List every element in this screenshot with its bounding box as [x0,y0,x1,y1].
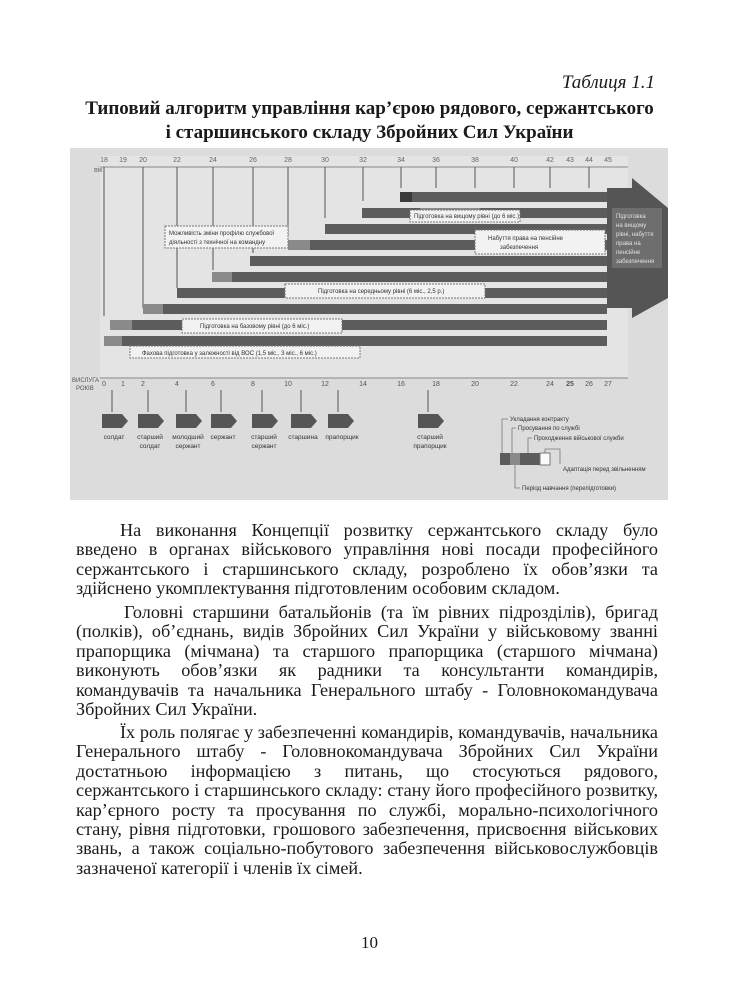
service-axis-label-1: ВИСЛУГА [72,378,100,384]
service-tick: 18 [432,381,440,388]
service-tick: 14 [359,381,367,388]
legend-item: Просування по службі [518,426,580,432]
paragraph: На виконання Концепції розвитку сержантського складу було введено в органах військового управління нові посади професійного сержантського і старшинського складу, розроблено їх обов’язки та здійснено укомплектування підготовленим особовим складом. [76,520,658,599]
callout-middle-level: Підготовка на середньому рівні (6 міс., 2,5 р.) [318,289,445,295]
legend-item: Період навчання (перепідготовки) [522,486,617,492]
paragraph: Головні старшини батальйонів (та їм рівних підрозділів), бригад (полків), об’єднань, видів Збройних Сил України у військовому званні прапорщика (мічмана) та старшого прапорщика (старшого мічмана) виконують обов’язки як радники та консультанти командирів, командувачів та начальника Генерального штабу - Головнокомандувача Збройних Сил України. [76,602,658,720]
service-tick: 20 [471,381,479,388]
rank-label: старшина [288,434,318,441]
callout-basic-level: Підготовка на базовому рівні (до 6 міс.) [200,324,310,330]
service-tick: 1 [121,381,125,388]
age-tick: 28 [284,157,292,164]
service-tick: 22 [510,381,518,388]
service-tick: 6 [211,381,215,388]
callout-pension-2: забезпечення [500,245,539,251]
rank-label: старший [251,434,277,441]
age-tick: 44 [585,157,593,164]
rank-label: старший [417,434,443,441]
rank-label: прапорщик [413,443,447,450]
service-tick: 12 [321,381,329,388]
age-tick: 38 [471,157,479,164]
service-axis-label-2: РОКІВ [76,386,94,392]
service-tick: 16 [397,381,405,388]
callout-pension-1: Набуття права на пенсійне [488,236,563,242]
service-tick: 4 [175,381,179,388]
callout-profile-change-2: діяльності з технічної на командну [169,240,266,246]
service-tick: 27 [604,381,612,388]
age-tick: 45 [604,157,612,164]
age-tick: 36 [432,157,440,164]
age-tick: 43 [566,157,574,164]
service-tick: 25 [566,381,574,388]
age-tick: 24 [209,157,217,164]
rank-label: сержант [175,443,201,450]
age-tick: 32 [359,157,367,164]
age-tick: 22 [173,157,181,164]
legend-item: Адаптація перед звільненням [563,467,646,473]
table-number: Таблиця 1.1 [561,72,655,93]
rank-label: сержант [210,434,236,441]
age-tick: 26 [249,157,257,164]
table-title-line1: Типовий алгоритм управління кар’єрою рядового, сержантського [85,98,654,119]
legend-item: Проходження військової служби [534,436,624,442]
age-tick: 34 [397,157,405,164]
callout-higher-level: Підготовка на вищому рівні (до 6 міс.) [414,214,520,220]
rank-label: старший [137,434,163,441]
svg-text:Підготовка: Підготовка [616,214,646,220]
legend-item: Укладання контракту [510,417,569,423]
callout-specialty: Фахова підготовка у залежності від ВОС (1,5 міс., 3 міс., 6 міс.) [142,351,317,357]
age-tick: 42 [546,157,554,164]
service-tick: 8 [251,381,255,388]
age-tick: 18 [100,157,108,164]
age-axis-label: вік [94,167,103,174]
rank-label: солдат [103,434,125,441]
career-diagram [70,148,668,500]
age-tick: 30 [321,157,329,164]
svg-text:пенсійне: пенсійне [616,250,641,256]
service-tick: 26 [585,381,593,388]
rank-label: молодший [172,434,204,441]
service-tick: 2 [141,381,145,388]
svg-text:забезпечення: забезпечення [616,259,655,265]
svg-text:рівні, набуття: рівні, набуття [616,232,654,238]
svg-text:на вищому: на вищому [616,223,647,229]
service-tick: 10 [284,381,292,388]
age-tick: 19 [119,157,127,164]
service-tick: 0 [102,381,106,388]
age-tick: 40 [510,157,518,164]
page-number: 10 [361,933,378,952]
callout-profile-change-1: Можливість зміни профілю службової [169,231,275,237]
rank-label: прапорщик [325,434,359,441]
rank-label: солдат [139,443,161,450]
table-title-line2: і старшинського складу Збройних Сил України [165,122,574,143]
age-tick: 20 [139,157,147,164]
table-title [60,97,679,145]
service-tick: 24 [546,381,554,388]
paragraph: Їх роль полягає у забезпеченні командирів, командувачів, начальника Генерального штабу - Головнокомандувача Збройних Сил України достатньою інформацією з питань, що стосуються рядового, сержантського і старшинського складу: стану його професійного розвитку, кар’єрного росту та просування по службі, морально-психологічного стану, рівня підготовки, грошового забезпечення, присвоєння військових звань, а також соціально-побутового забезпечення військовослужбовців зазначеної категорії і членів їх сімей. [76,722,658,878]
rank-label: сержант [251,443,277,450]
svg-text:права на: права на [616,241,641,247]
